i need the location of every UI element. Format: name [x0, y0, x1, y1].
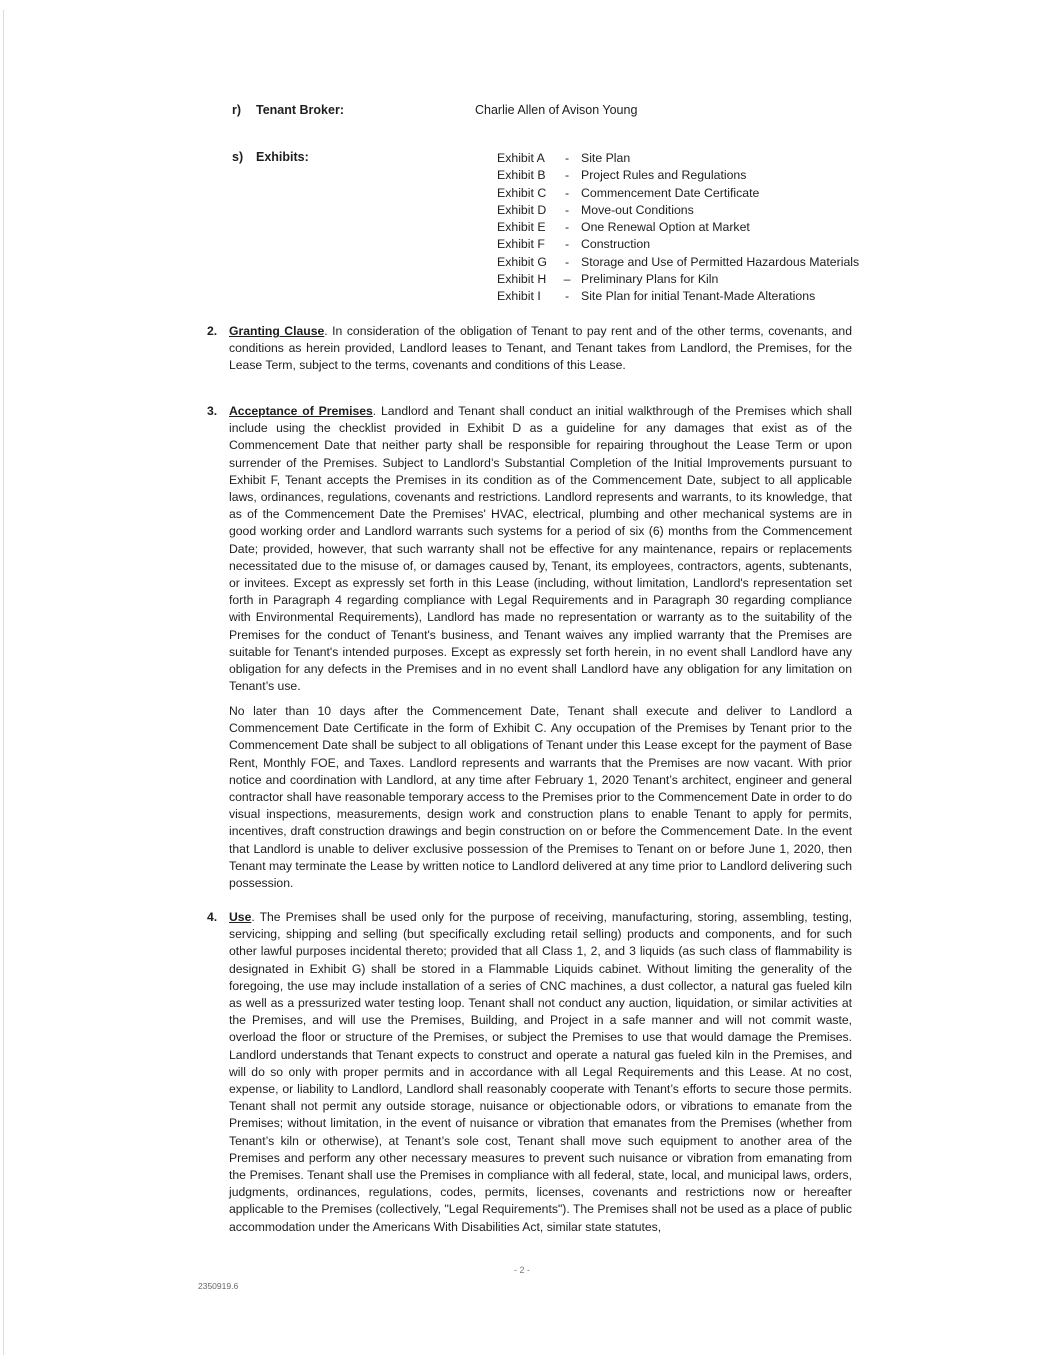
document-id: 2350919.6 — [198, 1281, 239, 1291]
exhibit-dash: - — [564, 151, 570, 165]
exhibit-row — [497, 202, 859, 219]
section-text: . In consideration of the obligation of Tenant to pay rent and of the other terms, covenants, and conditions as herein provided, Landlord leases to Tenant, and Tenant takes from Landlord, the Premises, for the Lease Term, subject to the terms, covenants and conditions of this Lease. — [229, 324, 852, 373]
exhibit-row — [497, 185, 859, 202]
exhibit-key: Exhibit G — [497, 254, 547, 269]
item-s-marker: s) — [232, 150, 244, 164]
exhibit-dash: - — [564, 202, 570, 217]
item-s-title: Exhibits: — [256, 150, 309, 164]
section-number: 2. — [207, 324, 218, 338]
item-r-marker: r) — [232, 103, 242, 117]
exhibit-dash: - — [564, 237, 570, 252]
item-r-title: Tenant Broker: — [256, 103, 344, 117]
section-acceptance-of-premises — [207, 403, 852, 695]
exhibit-row — [497, 219, 859, 236]
exhibit-title: Commencement Date Certificate — [581, 185, 760, 200]
exhibit-title: One Renewal Option at Market — [581, 220, 750, 235]
section-text: . The Premises shall be used only for the purpose of receiving, manufacturing, storing, assembling, testing, servicing, shipping and selling (but specifically excluding retail selling) products and components, and for such other lawful purposes incidental thereto; provided that all Class 1, 2, and 3 liquids (as such class of flammability is designated in Exhibit G) shall be stored in a Flammable Liquids cabinet. Without limiting the generality of the foregoing, the use may include installation of a series of CNC machines, a dust collector, a natural gas fueled kiln as well as a pressurized water testing loop. Tenant shall not conduct any auction, liquidation, or similar activities at the Premises, and will use the Premises, Building, and Project in a safe manner and will not commit waste, overload the floor or structure of the Premises, or subject the Premises to use that would damage the Premises. Landlord understands that Tenant expects to construct and operate a natural gas fueled kiln in the Premises, and will do so only with proper permits and in accordance with all Legal Requirements and this Lease. At no cost, expense, or liability to Landlord, Landlord shall reasonably cooperate with Tenant’s efforts to secure those permits. Tenant shall not permit any outside storage, nuisance or objectionable odors, or vibrations to emanate from the Premises; without limitation, in the event of nuisance or vibration that emanates from the Premises (whether from Tenant’s kiln or otherwise), at Tenant’s sole cost, Tenant shall move such equipment to another area of the Premises and perform any other necessary measures to prevent such nuisance or vibration from emanating from the Premises. Tenant shall use the Premises in compliance with all federal, state, local, and municipal laws, orders, judgments, ordinances, regulations, codes, permits, licenses, covenants and restrictions now or hereafter applicable to the Premises (collectively, "Legal Requirements"). The Premises shall not be used as a place of public accommodation under the Americans With Disabilities Act, similar state statutes, — [229, 910, 852, 1234]
exhibit-key: Exhibit C — [497, 185, 547, 200]
section-use — [207, 909, 852, 1236]
exhibit-key: Exhibit B — [497, 168, 546, 183]
section-heading: Granting Clause — [229, 324, 325, 338]
section-heading: Use — [229, 910, 252, 924]
exhibit-key: Exhibit I — [497, 289, 541, 304]
exhibit-key: Exhibit F — [497, 237, 545, 252]
section-text: . Landlord and Tenant shall conduct an initial walkthrough of the Premises which shall include using the checklist provided in Exhibit D as a guideline for any damages that exist as of the Commencement Date that neither party shall be responsible for repairing throughout the Lease Term or upon surrender of the Premises. Subject to Landlord’s Substantial Completion of the Initial Improvements pursuant to Exhibit F, Tenant accepts the Premises in its condition as of the Commencement Date, subject to all applicable laws, ordinances, regulations, covenants and restrictions. Landlord represents and warrants, to its knowledge, that as of the Commencement Date the Premises' HVAC, electrical, plumbing and other mechanical systems are in good working order and Landlord warrants such systems for a period of six (6) months from the Commencement Date; provided, however, that such warranty shall not be effective for any maintenance, repairs or replacements necessitated due to the misuse of, or damages caused by, Tenant, its employees, contractors, agents, subtenants, or invitees. Except as expressly set forth in this Lease (including, without limitation, Landlord's representation set forth in Paragraph 4 regarding compliance with Legal Requirements and in Paragraph 30 regarding compliance with Environmental Requirements), Landlord has made no representation or warranty as to the suitability of the Premises for the conduct of Tenant's business, and Tenant waives any implied warranty that the Premises are suitable for Tenant's intended purposes. Except as expressly set forth herein, in no event shall Landlord have any obligation for any defects in the Premises and in no event shall Landlord have any obligation for any limitation on Tenant’s use. — [229, 404, 853, 694]
item-r-label — [232, 103, 344, 117]
tenant-broker-value: Charlie Allen of Avison Young — [475, 103, 638, 117]
page-edge-line — [3, 10, 4, 1355]
exhibit-row — [497, 167, 859, 184]
exhibit-row — [497, 150, 859, 167]
section-acceptance-continuation: No later than 10 days after the Commencement Date, Tenant shall execute and deliver to Landlord a Commencement Date Certificate in the form of Exhibit C. Any occupation of the Premises by Tenant prior to the Commencement Date shall be subject to all obligations of Tenant under this Lease except for the payment of Base Rent, Monthly FOE, and Taxes. Landlord represents and warrants that the Premises are now vacant. With prior notice and coordination with Landlord, at any time after February 1, 2020 Tenant’s architect, engineer and general contractor shall have reasonable temporary access to the Premises prior to the Commencement Date in order to do visual inspections, measurements, design work and construction plans to enable Tenant to apply for permits, incentives, draft construction drawings and begin construction on or before the Commencement Date. In the event that Landlord is unable to deliver exclusive possession of the Premises to Tenant on or before June 1, 2020, then Tenant may terminate the Lease by written notice to Landlord delivered at any time prior to Landlord delivering such possession. — [229, 704, 852, 891]
exhibit-title: Site Plan for initial Tenant-Made Alterations — [581, 289, 816, 304]
exhibit-title: Site Plan — [581, 151, 631, 165]
exhibit-row — [497, 288, 859, 305]
exhibit-dash: - — [564, 185, 570, 200]
exhibit-title: Preliminary Plans for Kiln — [581, 272, 719, 287]
exhibit-title: Storage and Use of Permitted Hazardous Materials — [581, 254, 860, 269]
exhibits-list — [497, 150, 859, 306]
section-granting-clause — [207, 323, 852, 375]
exhibit-key: Exhibit E — [497, 220, 546, 235]
exhibit-title: Construction — [581, 237, 651, 252]
exhibit-row — [497, 271, 859, 288]
section-heading: Acceptance of Premises — [229, 404, 373, 418]
exhibit-key: Exhibit H — [497, 272, 547, 287]
exhibit-key: Exhibit A — [497, 151, 545, 165]
exhibit-title: Project Rules and Regulations — [581, 168, 747, 183]
exhibit-dash: - — [564, 254, 570, 269]
exhibit-dash: - — [564, 220, 570, 235]
exhibit-title: Move-out Conditions — [581, 202, 694, 217]
section-number: 3. — [207, 404, 218, 418]
exhibit-key: Exhibit D — [497, 202, 547, 217]
exhibit-row — [497, 254, 859, 271]
exhibit-dash: – — [563, 272, 571, 287]
item-s-label — [232, 150, 309, 164]
page-number: - 2 - — [514, 1265, 531, 1275]
exhibit-dash: - — [564, 168, 570, 183]
exhibit-dash: - — [564, 289, 570, 304]
exhibit-row — [497, 236, 859, 253]
section-number: 4. — [207, 910, 218, 924]
